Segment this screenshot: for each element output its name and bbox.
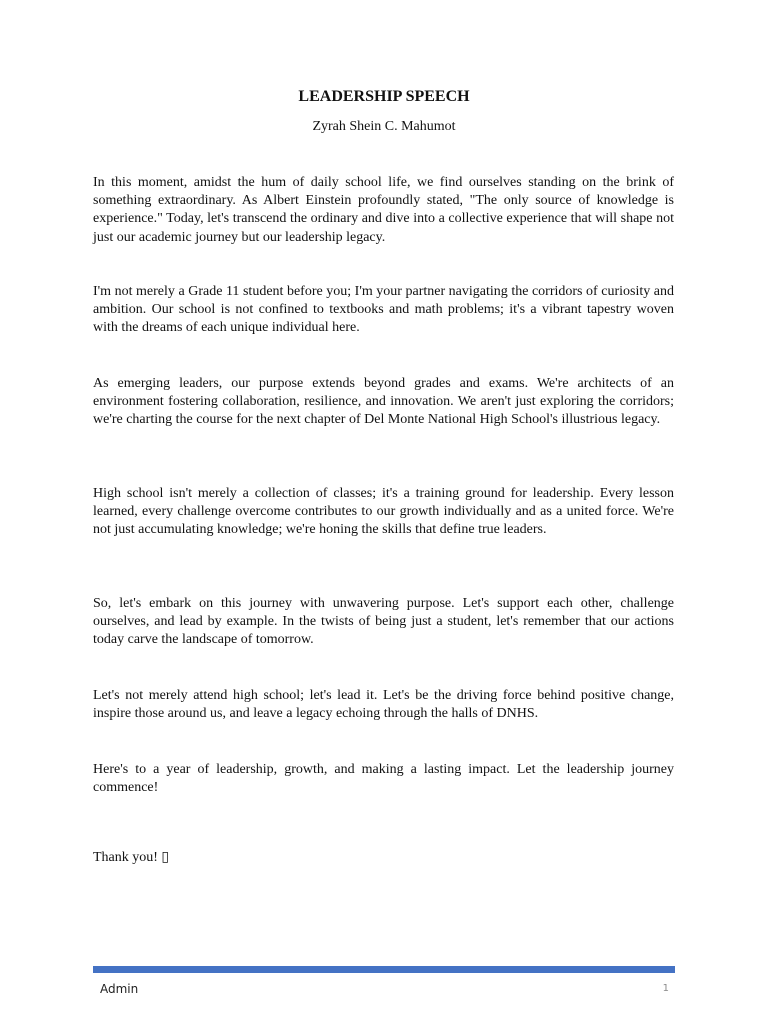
paragraph: As emerging leaders, our purpose extends beyond grades and exams. We're architects of an environment fostering collaboration, resilience, and innovation. We aren't just exploring the corridors; we're charting the course for the next chapter of Del Monte National High School's illustrious legacy. <box>93 376 674 428</box>
document-title: LEADERSHIP SPEECH <box>298 88 470 105</box>
paragraph: In this moment, amidst the hum of daily school life, we find ourselves standing on the brink of something extraordinary. As Albert Einstein profoundly stated, "The only source of knowledge is experience." Today, let's transcend the ordinary and dive into a collective experience that will shape not just our academic journey but our leadership legacy. <box>93 175 674 245</box>
footer-label: Admin <box>100 982 139 996</box>
footer-divider-bar <box>93 966 675 973</box>
paragraph: Thank you! ▯ <box>93 850 170 865</box>
paragraph: So, let's embark on this journey with unwavering purpose. Let's support each other, challenge ourselves, and lead by example. In the twists of being just a student, let's remember that our actions today carve the landscape of tomorrow. <box>93 596 674 648</box>
document-author: Zyrah Shein C. Mahumot <box>312 119 456 134</box>
paragraph: Let's not merely attend high school; let's lead it. Let's be the driving force behind positive change, inspire those around us, and leave a legacy echoing through the halls of DNHS. <box>93 688 674 722</box>
paragraph: I'm not merely a Grade 11 student before you; I'm your partner navigating the corridors of curiosity and ambition. Our school is not confined to textbooks and math problems; it's a vibrant tapestry woven with the dreams of each unique individual here. <box>93 284 674 336</box>
paragraph: Here's to a year of leadership, growth, and making a lasting impact. Let the leadership journey commence! <box>93 762 674 796</box>
paragraph: High school isn't merely a collection of classes; it's a training ground for leadership. Every lesson learned, every challenge overcome contributes to our growth individually and as a united force. We're not just accumulating knowledge; we're honing the skills that define true leaders. <box>93 486 674 538</box>
page-number: 1 <box>662 983 669 994</box>
